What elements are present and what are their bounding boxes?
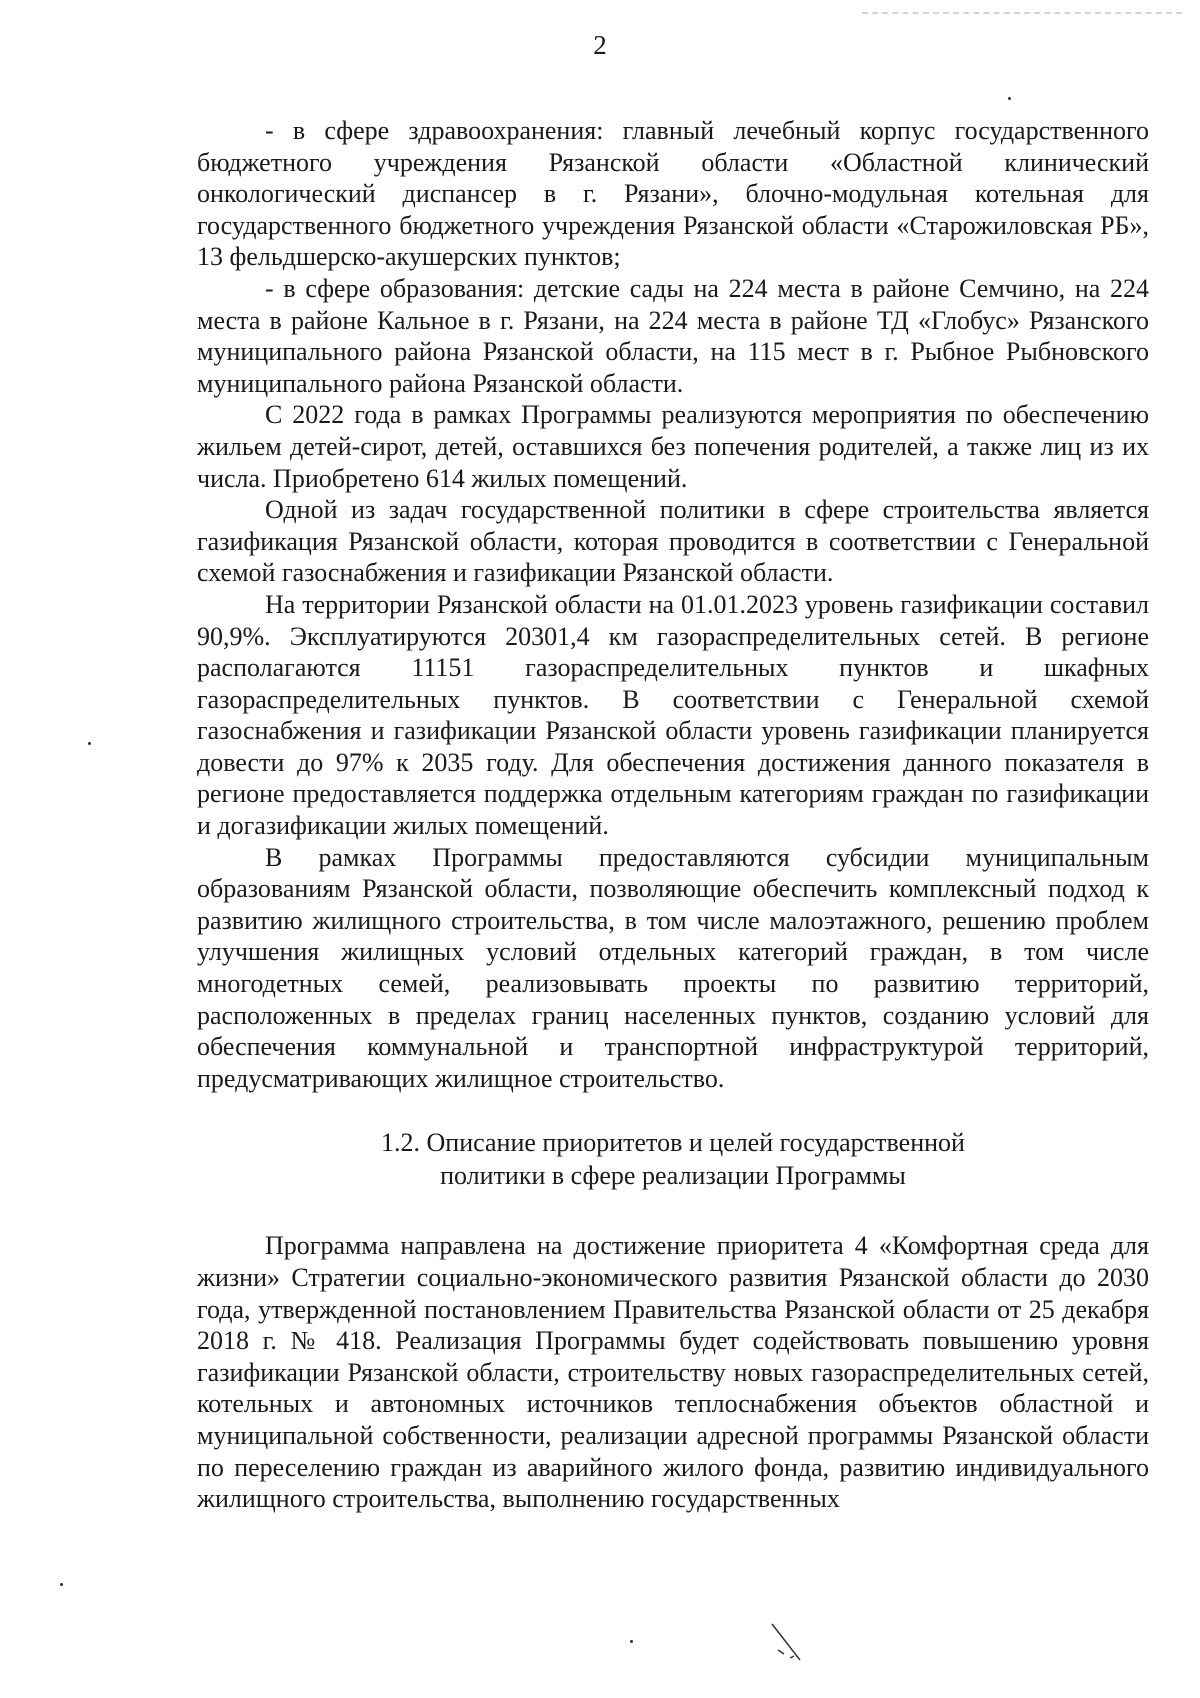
paragraph-program-priority: Программа направлена на достижение приоритета 4 «Комфортная среда для жизни» Стратегии социально-экономического развития Рязанской области до 2030 года, утвержденной постановлением Правительства Рязанской области от 25 декабря 2018 г. № 418. Реализация Программы будет содействовать повышению уровня газификации Рязанской области, строительству новых газораспределительных сетей, котельных и автономных источников теплоснабжения объектов областной и муниципальной собственности, реализации адресной программы Рязанской области по переселению граждан из аварийного жилого фонда, развитию индивидуального жилищного строительства, выполнению государственных	[197, 1231, 1149, 1514]
paragraph-subsidies: В рамках Программы предоставляются субсидии муниципальным образованиям Рязанской области, позволяющие обеспечить комплексный подход к развитию жилищного строительства, в том числе малоэтажного, решению проблем улучшения жилищных условий отдельных категорий граждан, в том числе многодетных семей, реализовывать проекты по развитию территорий, расположенных в пределах границ населенных пунктов, созданию условий для обеспечения коммунальной и транспортной инфраструктурой территорий, предусматривающих жилищное строительство.	[197, 842, 1149, 1093]
paragraph-gasification-task: Одной из задач государственной политики в сфере строительства является газификация Рязанской области, которая проводится в соответствии с Генеральной схемой газоснабжения и газификации Рязанской области.	[197, 495, 1149, 588]
scan-speck	[630, 1640, 633, 1643]
section-heading-line-2: политики в сфере реализации Программы	[440, 1161, 906, 1191]
section-heading-line-1: 1.2. Описание приоритетов и целей государственной	[381, 1128, 965, 1158]
paragraph-education: - в сфере образования: детские сады на 224 места в районе Семчино, на 224 места в районе Кальное в г. Рязани, на 224 места в районе ТД «Глобус» Рязанского муниципального района Рязанской области, на 115 мест в г. Рыбное Рыбновского муниципального района Рязанской области.	[197, 273, 1149, 398]
scan-speck	[88, 742, 91, 745]
scan-speck	[60, 1583, 63, 1586]
paragraph-orphan-housing: С 2022 года в рамках Программы реализуются мероприятия по обеспечению жильем детей-сирот, детей, оставшихся без попечения родителей, а также лиц из их числа. Приобретено 614 жилых помещений.	[197, 400, 1149, 493]
section-heading	[197, 1126, 1149, 1192]
page-number: 2	[593, 30, 607, 60]
paragraph-gasification-level: На территории Рязанской области на 01.01.2023 уровень газификации составил 90,9%. Эксплуатируются 20301,4 км газораспределительных сетей. В регионе располагаются 11151 газораспределительных пунктов и шкафных газораспределительных пунктов. В соответствии с Генеральной схемой газоснабжения и газификации Рязанской области уровень газификации планируется довести до 97% к 2035 году. Для обеспечения достижения данного показателя в регионе предоставляется поддержка отдельным категориям граждан по газификации и догазификации жилых помещений.	[197, 589, 1149, 841]
scan-scribble-mark	[770, 1620, 810, 1668]
document-body	[197, 115, 1149, 1515]
scan-artifact-marks	[862, 12, 1182, 22]
paragraph-healthcare: - в сфере здравоохранения: главный лечебный корпус государственного бюджетного учреждения Рязанской области «Областной клинический онкологический диспансер в г. Рязани», блочно-модульная котельная для государственного бюджетного учреждения Рязанской области «Старожиловская РБ», 13 фельдшерско-акушерских пунктов;	[197, 116, 1149, 272]
scan-speck	[1008, 97, 1011, 100]
